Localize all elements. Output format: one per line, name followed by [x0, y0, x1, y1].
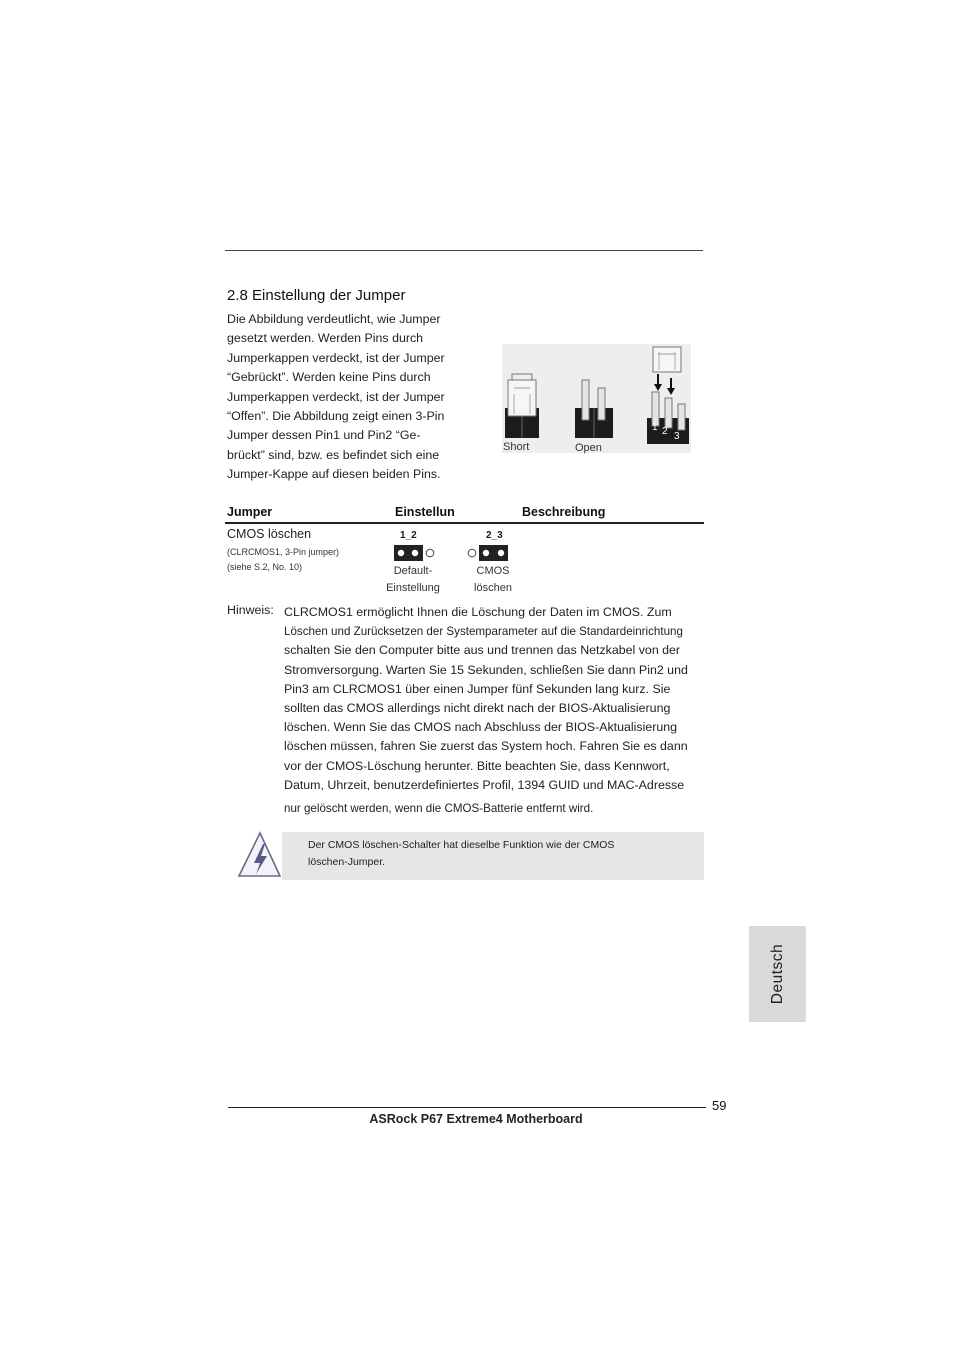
pin-number-1: 1 [652, 422, 658, 433]
intro-line: Jumperkappen verdeckt, ist der Jumper [227, 350, 445, 365]
top-rule [225, 250, 703, 251]
intro-line: Jumper-Kappe auf diesen beiden Pins. [227, 467, 441, 482]
row-cmos-label: CMOS löschen [227, 527, 312, 541]
row-cmos-sub2: (siehe S.2, No. 10) [227, 562, 303, 572]
row-cmos-sub1: (CLRCMOS1, 3-Pin jumper) [227, 547, 340, 557]
caption-line: löschen [474, 582, 512, 594]
warning-icon [236, 830, 282, 880]
warning-line: löschen-Jumper. [308, 856, 386, 868]
table-header-jumper: Jumper [227, 505, 273, 519]
pin-number-3: 3 [674, 431, 680, 442]
table-header-description: Beschreibung [522, 505, 606, 519]
note-line: vor der CMOS-Löschung herunter. Bitte beachten Sie, dass Kennwort, [284, 758, 670, 773]
intro-line: Jumper dessen Pin1 und Pin2 “Ge- [227, 428, 421, 443]
note-line: Pin3 am CLRCMOS1 über einen Jumper fünf Sekunden lang kurz. Sie [284, 681, 671, 696]
note-line: sollten das CMOS allerdings nicht direkt nach der BIOS-Aktualisierung [284, 701, 671, 716]
intro-line: “Offen”. Die Abbildung zeigt einen 3-Pin [227, 409, 445, 424]
footer-rule [228, 1107, 706, 1108]
warning-text [308, 837, 688, 871]
page-number: 59 [712, 1098, 727, 1113]
pin-number-2: 2 [662, 426, 668, 437]
note-line: Löschen und Zurücksetzen der Systemparameter auf die Standardeinrichtung [284, 625, 683, 639]
short-jumper-graphic [505, 374, 539, 438]
intro-line: Die Abbildung verdeutlicht, wie Jumper [227, 312, 441, 326]
note-line: CLRCMOS1 ermöglicht Ihnen die Löschung der Daten im CMOS. Zum [284, 605, 672, 619]
footer-text: ASRock P67 Extreme4 Motherboard [369, 1112, 583, 1126]
setting-default-caption [381, 563, 445, 597]
note-line: Datum, Uhrzeit, benutzerdefiniertes Profil, 1394 GUID und MAC-Adresse [284, 777, 685, 792]
intro-line: brückt” sind, bzw. es befindet sich eine [227, 447, 440, 462]
intro-line: Jumperkappen verdeckt, ist der Jumper [227, 389, 445, 404]
note-line: nur gelöscht werden, wenn die CMOS-Batterie entfernt wird. [284, 802, 594, 816]
table-header-setting: Einstellun [395, 505, 455, 519]
three-pin-jumper-graphic [647, 347, 689, 444]
intro-line: “Gebrückt”. Werden keine Pins durch [227, 370, 431, 385]
note-line: löschen müssen, fahren Sie zuerst das System hoch. Fahren Sie es dann [284, 739, 688, 754]
jumper-diagram [502, 344, 691, 453]
table-header-rule [225, 522, 704, 524]
open-label: Open [575, 442, 602, 454]
intro-line: gesetzt werden. Werden Pins durch [227, 331, 424, 346]
note-label: Hinweis: [227, 603, 274, 617]
warning-line: Der CMOS löschen-Schalter hat dieselbe Funktion wie der CMOS [308, 839, 615, 851]
caption-line: Einstellung [386, 582, 440, 594]
language-tab [749, 926, 806, 1022]
note-body [284, 603, 704, 818]
note-line: Stromversorgung. Warten Sie 15 Sekunden, schließen Sie dann Pin2 und [284, 662, 688, 677]
pin-header-1-2 [393, 544, 439, 562]
section-title: 2.8 Einstellung der Jumper [227, 287, 406, 304]
setting-default-label: 1_2 [400, 530, 417, 541]
jumper-illustration [502, 344, 691, 453]
caption-line: Default- [393, 565, 433, 577]
intro-paragraph [227, 310, 454, 485]
note-line: löschen. Wenn Sie das CMOS nach Abschluss der BIOS-Aktualisierung [284, 720, 678, 735]
pin-header-2-3 [464, 544, 510, 562]
setting-clear-label: 2_3 [486, 530, 503, 541]
language-tab-label: Deutsch [768, 943, 786, 1005]
setting-clear-caption [461, 563, 525, 597]
short-label: Short [503, 441, 530, 453]
caption-line: CMOS [476, 565, 510, 577]
open-jumper-graphic [575, 380, 613, 438]
note-line: schalten Sie den Computer bitte aus und trennen das Netzkabel von der [284, 643, 681, 658]
